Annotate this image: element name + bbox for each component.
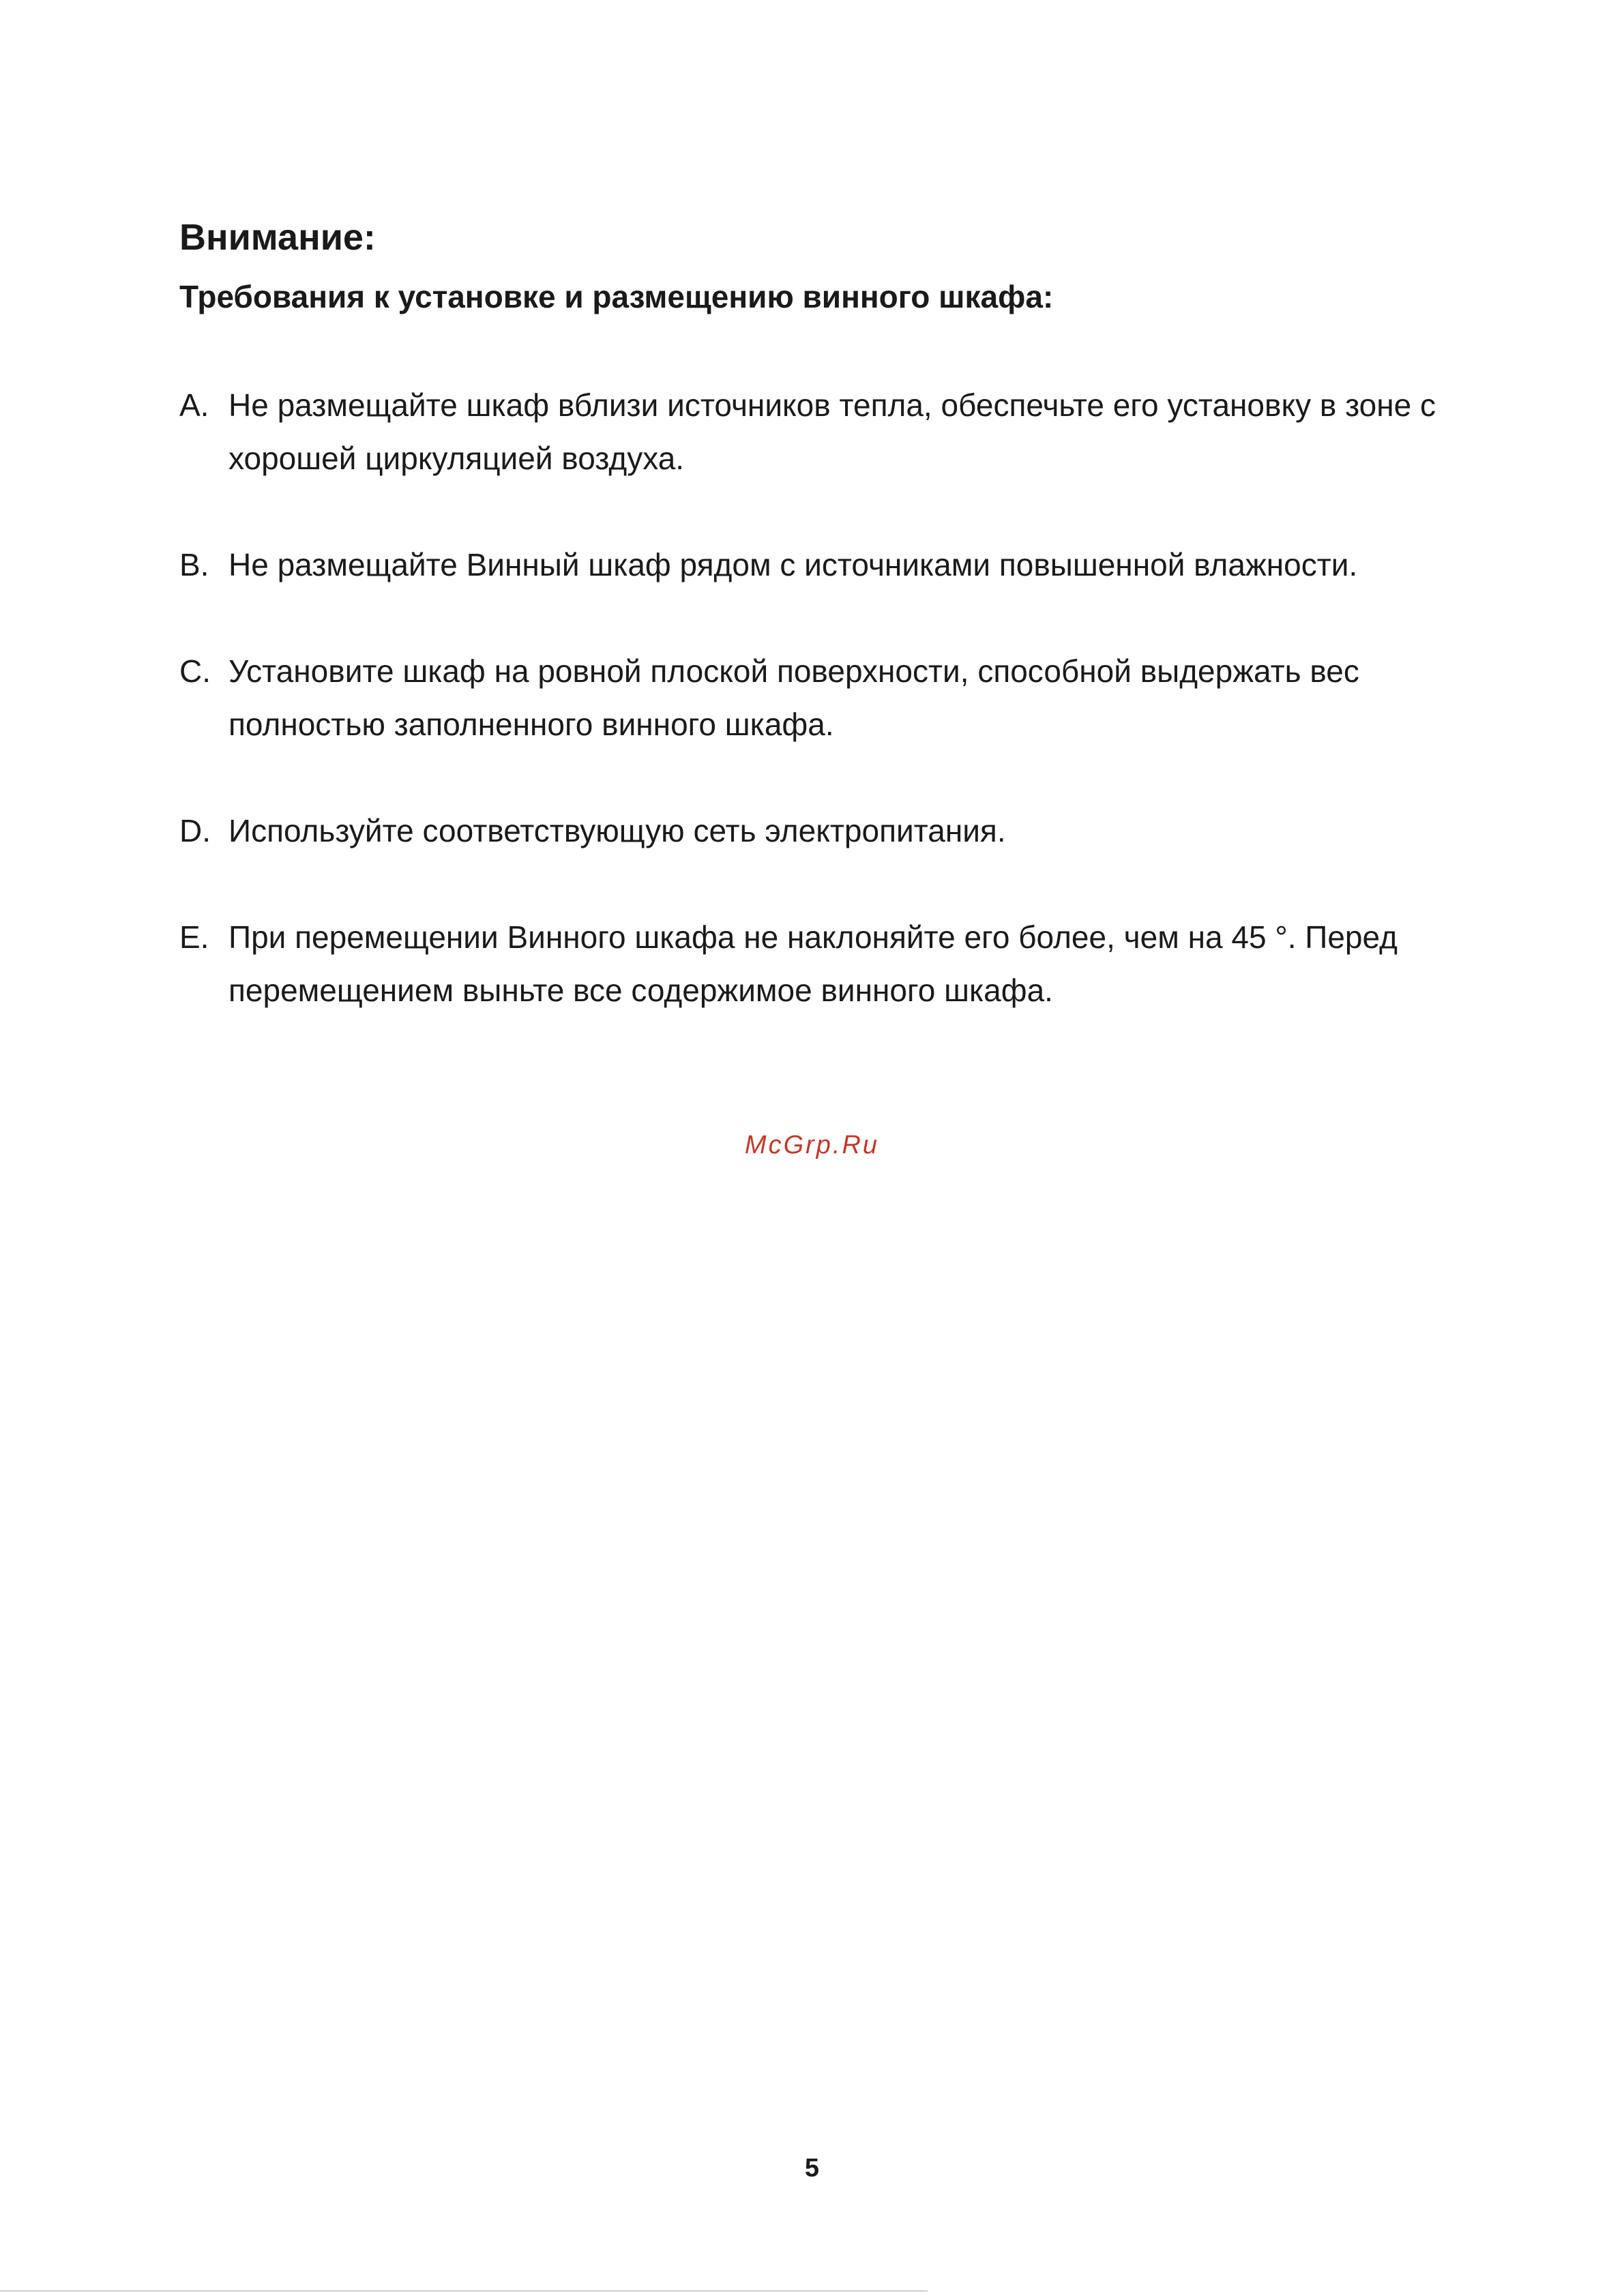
list-item <box>179 910 1516 1017</box>
list-item <box>179 379 1516 485</box>
watermark: McGrp.Ru <box>744 1131 880 1159</box>
list-item-text: Установите шкаф на ровной плоской поверхности, способной выдержать вес полностью заполненного винного шкафа. <box>228 653 1359 742</box>
section-subheading: Требования к установке и размещению винного шкафа: <box>179 279 1054 314</box>
page-heading: Внимание: <box>179 217 376 258</box>
bottom-divider <box>0 2290 928 2292</box>
page-number: 5 <box>804 2154 820 2182</box>
list-item-letter: D. <box>179 813 211 848</box>
list-item-letter: A. <box>179 387 209 423</box>
requirements-list <box>179 379 1516 1070</box>
list-item-letter: B. <box>179 547 209 582</box>
list-item-text: Не размещайте шкаф вблизи источников тепла, обеспечьте его установку в зоне с хорошей циркуляцией воздуха. <box>228 387 1436 476</box>
list-item <box>179 645 1516 751</box>
list-item-letter: C. <box>179 653 211 689</box>
list-item-text: Не размещайте Винный шкаф рядом с источниками повышенной влажности. <box>228 547 1358 582</box>
list-item-text: При перемещении Винного шкафа не наклоняйте его более, чем на 45 °. Перед перемещением выньте все содержимое винного шкафа. <box>228 919 1398 1008</box>
list-item-letter: E. <box>179 919 209 955</box>
list-item <box>179 538 1516 591</box>
list-item <box>179 804 1516 857</box>
list-item-text: Используйте соответствующую сеть электропитания. <box>228 813 1006 848</box>
